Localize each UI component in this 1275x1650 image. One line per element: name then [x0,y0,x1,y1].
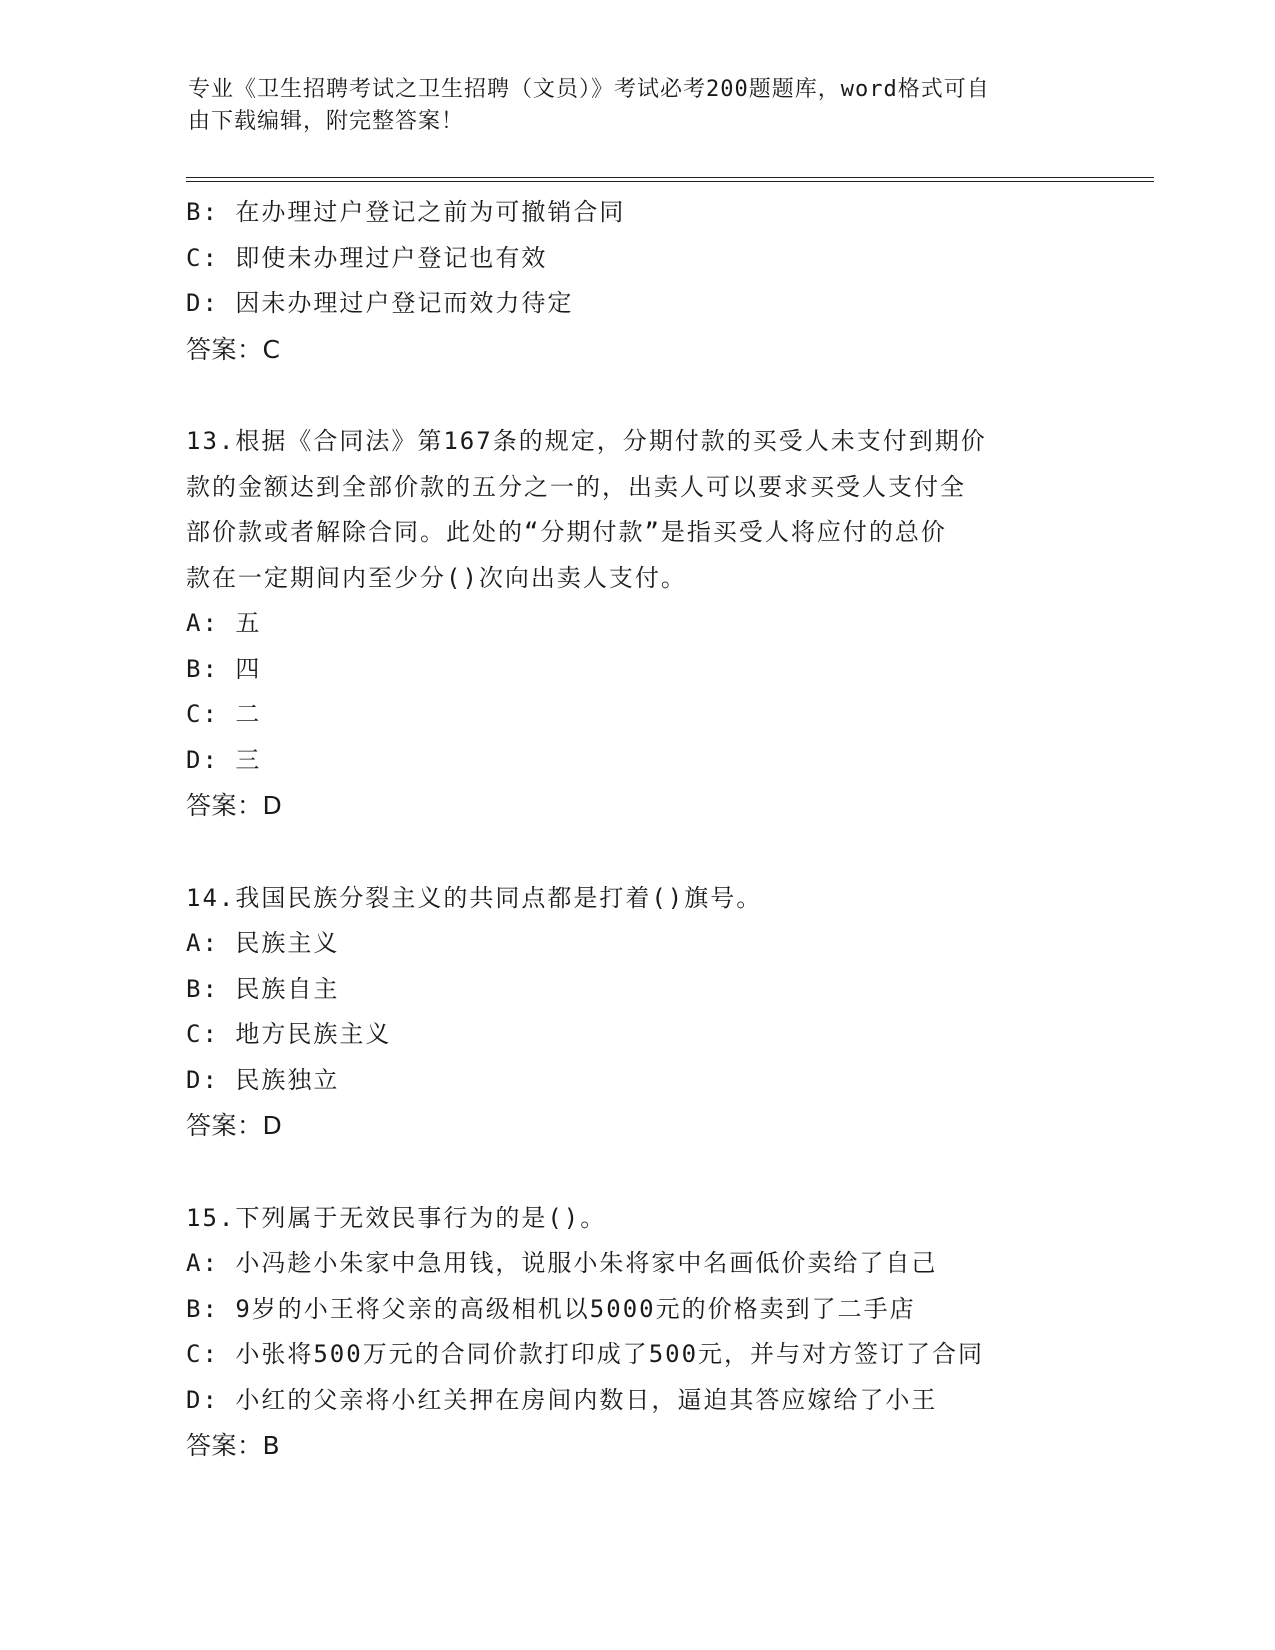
option-b: B: 在办理过户登记之前为可撤销合同 [186,198,626,226]
prev-question [186,190,1086,372]
spacer [186,1149,1086,1196]
option-b: B: 9岁的小王将父亲的高级相机以5000元的价格卖到了二手店 [186,1294,916,1323]
answer-line: 答案：B [186,1431,281,1460]
question-stem-line: 15.下列属于无效民事行为的是()。 [186,1203,607,1232]
answer-line: 答案：D [186,791,283,820]
option-a: A: 民族主义 [186,929,340,957]
header-divider [186,177,1154,182]
question-stem-line: 款的金额达到全部价款的五分之一的，出卖人可以要求买受人支付全 [186,472,966,501]
option-d: D: 因未办理过户登记而效力待定 [186,289,574,317]
option-b: B: 民族自主 [186,974,340,1003]
question-stem-line: 14.我国民族分裂主义的共同点都是打着()旗号。 [186,883,763,912]
option-c: C: 二 [186,700,262,728]
spacer [186,829,1086,876]
option-a: A: 小冯趁小朱家中急用钱，说服小朱将家中名画低价卖给了自己 [186,1249,938,1277]
header-line-1: 专业《卫生招聘考试之卫生招聘（文员）》考试必考200题题库，word格式可自 [188,77,990,102]
answer-line: 答案：C [186,334,281,364]
option-b: B: 四 [186,654,262,683]
question-stem-line: 部价款或者解除合同。此处的“分期付款”是指买受人将应付的总价 [186,518,947,546]
question-stem-line: 13.根据《合同法》第167条的规定，分期付款的买受人未支付到期价 [186,427,987,455]
question-list [186,190,1086,1469]
option-c: C: 即使未办理过户登记也有效 [186,243,548,272]
question-13 [186,419,1086,829]
header-line-2: 由下载编辑，附完整答案！ [188,109,465,134]
option-c: C: 小张将500万元的合同价款打印成了500元，并与对方签订了合同 [186,1340,985,1368]
option-d: D: 民族独立 [186,1065,340,1094]
option-c: C: 地方民族主义 [186,1020,392,1048]
answer-line: 答案：D [186,1111,283,1140]
option-d: D: 小红的父亲将小红关押在房间内数日，逼迫其答应嫁给了小王 [186,1385,938,1414]
option-d: D: 三 [186,745,262,774]
question-15 [186,1196,1086,1469]
option-a: A: 五 [186,609,262,637]
spacer [186,372,1086,419]
question-stem-line: 款在一定期间内至少分()次向出卖人支付。 [186,563,687,592]
document-header [188,74,1068,138]
question-14 [186,876,1086,1149]
